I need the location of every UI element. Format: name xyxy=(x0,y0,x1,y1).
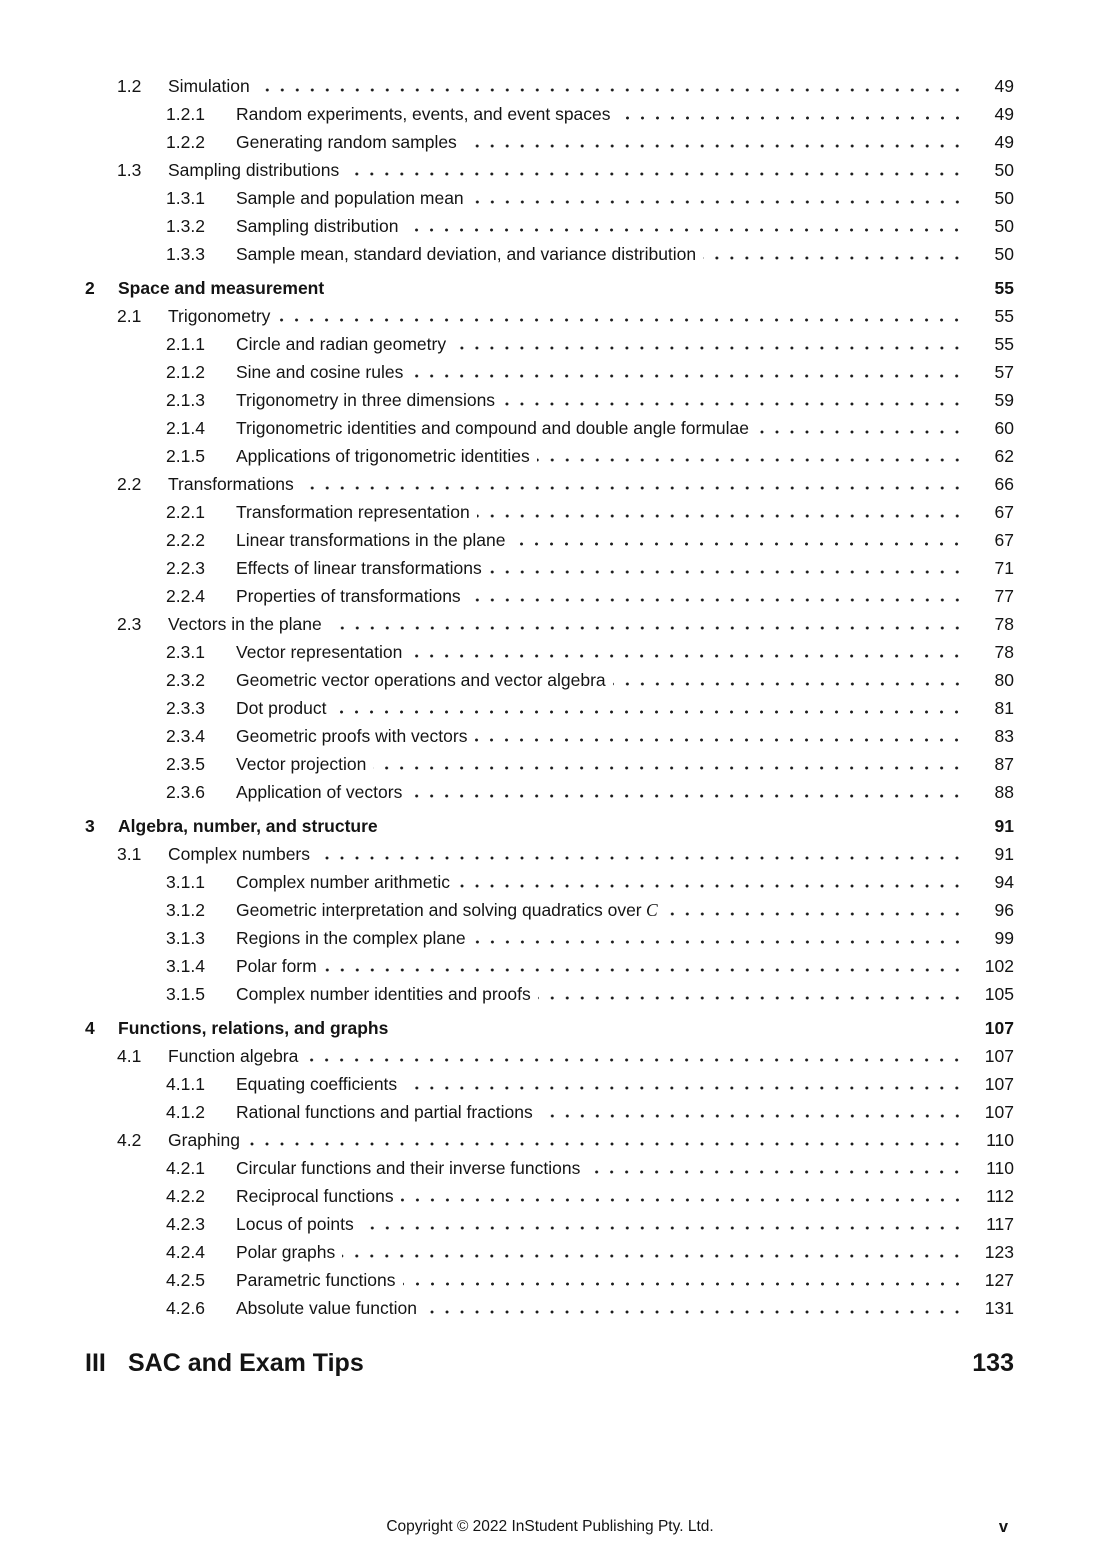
entry-page: 78 xyxy=(994,642,1014,662)
entry-title: Linear transformations in the plane xyxy=(236,530,506,550)
toc-row xyxy=(85,526,1014,554)
entry-page: 50 xyxy=(994,160,1014,180)
entry-title: Graphing xyxy=(168,1130,240,1150)
entry-title: Random experiments, events, and event spaces xyxy=(236,104,611,124)
entry-number: 4.2.2 xyxy=(166,1186,205,1206)
dot-leader xyxy=(468,598,970,602)
toc-row xyxy=(85,1294,1014,1322)
entry-title: Dot product xyxy=(236,698,327,718)
dot-leader xyxy=(404,1086,970,1090)
entry-number: 1.3.2 xyxy=(166,216,205,236)
entry-number: 4.2 xyxy=(117,1130,142,1150)
entry-number: 2.1.5 xyxy=(166,446,205,466)
entry-page: 94 xyxy=(994,872,1014,892)
entry-page: 110 xyxy=(986,1130,1014,1150)
dot-leader xyxy=(756,430,970,434)
toc-row xyxy=(85,358,1014,386)
entry-number: 2.2.2 xyxy=(166,530,205,550)
entry-title: Generating random samples xyxy=(236,132,457,152)
entry-page: 78 xyxy=(994,614,1014,634)
dot-leader xyxy=(618,116,970,120)
dot-leader xyxy=(540,1114,970,1118)
entry-page: 50 xyxy=(994,188,1014,208)
entry-page: 105 xyxy=(984,984,1014,1004)
entry-title: Trigonometric identities and compound and double angle formulae xyxy=(236,418,750,438)
entry-number: 4.1 xyxy=(117,1046,142,1066)
toc-row xyxy=(85,554,1014,582)
entry-title: Circular functions and their inverse functions xyxy=(236,1158,581,1178)
entry-page: 102 xyxy=(984,956,1014,976)
entry-number: 4.2.1 xyxy=(166,1158,205,1178)
table-of-contents xyxy=(85,72,1014,1380)
dot-leader xyxy=(410,374,970,378)
toc-row xyxy=(85,980,1014,1008)
entry-title: Simulation xyxy=(168,76,250,96)
entry-title: Geometric vector operations and vector algebra xyxy=(236,670,606,690)
entry-number: 4.2.3 xyxy=(166,1214,205,1234)
entry-number: 2.2.1 xyxy=(166,502,205,522)
entry-title: Circle and radian geometry xyxy=(236,334,447,354)
entry-number: 1.2.1 xyxy=(166,104,205,124)
entry-title-italic: C xyxy=(641,900,658,920)
entry-page: 57 xyxy=(994,362,1014,382)
entry-number: 2 xyxy=(85,278,95,298)
entry-number: 2.1.2 xyxy=(166,362,205,382)
entry-number: 1.2 xyxy=(117,76,142,96)
toc-row xyxy=(85,666,1014,694)
toc-row xyxy=(85,100,1014,128)
toc-row xyxy=(85,1266,1014,1294)
toc-row xyxy=(85,1210,1014,1238)
entry-page: 133 xyxy=(972,1349,1014,1377)
toc-row xyxy=(85,1098,1014,1126)
entry-title: Effects of linear transformations xyxy=(236,558,482,578)
dot-leader xyxy=(395,1030,970,1034)
dot-leader xyxy=(502,402,970,406)
dot-leader xyxy=(331,290,970,294)
entry-title: Complex number arithmetic xyxy=(236,872,450,892)
dot-leader xyxy=(301,486,970,490)
entry-number: 2.3.5 xyxy=(166,754,205,774)
dot-leader xyxy=(409,794,970,798)
toc-row xyxy=(85,1070,1014,1098)
entry-number: 2.1 xyxy=(117,306,142,326)
entry-number: 2.3.4 xyxy=(166,726,205,746)
entry-number: 3.1 xyxy=(117,844,142,864)
toc-row xyxy=(85,184,1014,212)
toc-row xyxy=(85,442,1014,470)
dot-leader xyxy=(342,1254,970,1258)
entry-page: 49 xyxy=(994,132,1014,152)
toc-row xyxy=(85,240,1014,268)
entry-title: Trigonometry xyxy=(168,306,271,326)
dot-leader xyxy=(613,682,970,686)
toc-row xyxy=(85,386,1014,414)
dot-leader xyxy=(587,1170,970,1174)
entry-page: 91 xyxy=(994,844,1014,864)
entry-number: 4.2.4 xyxy=(166,1242,205,1262)
entry-page: 50 xyxy=(994,244,1014,264)
entry-title: Properties of transformations xyxy=(236,586,461,606)
entry-number: 4.1.2 xyxy=(166,1102,205,1122)
dot-leader xyxy=(471,200,970,204)
toc-row xyxy=(85,414,1014,442)
entry-page: 81 xyxy=(994,698,1014,718)
entry-page: 77 xyxy=(994,586,1014,606)
entry-number: 4.2.6 xyxy=(166,1298,205,1318)
entry-title: Applications of trigonometric identities xyxy=(236,446,530,466)
dot-leader xyxy=(247,1142,970,1146)
entry-number: 2.3.6 xyxy=(166,782,205,802)
entry-number: 2.2.3 xyxy=(166,558,205,578)
toc-row xyxy=(85,302,1014,330)
entry-page: 62 xyxy=(994,446,1014,466)
toc-row xyxy=(85,128,1014,156)
toc-row xyxy=(85,1182,1014,1210)
entry-page: 71 xyxy=(994,558,1014,578)
page-number-label: v xyxy=(998,1518,1008,1536)
dot-leader xyxy=(401,1198,970,1202)
toc-row xyxy=(85,638,1014,666)
dot-leader xyxy=(665,912,970,916)
toc-row xyxy=(85,498,1014,526)
entry-number: 2.3.1 xyxy=(166,642,205,662)
dot-leader xyxy=(477,514,970,518)
toc-row xyxy=(85,896,1014,924)
entry-number: 2.3.2 xyxy=(166,670,205,690)
dot-leader xyxy=(473,940,970,944)
entry-page: 83 xyxy=(994,726,1014,746)
toc-row xyxy=(85,750,1014,778)
entry-title: Vectors in the plane xyxy=(168,614,322,634)
entry-number: 2.1.3 xyxy=(166,390,205,410)
entry-title: Regions in the complex plane xyxy=(236,928,466,948)
entry-page: 96 xyxy=(994,900,1014,920)
dot-leader xyxy=(537,458,970,462)
entry-page: 55 xyxy=(994,278,1014,298)
entry-title: Locus of points xyxy=(236,1214,354,1234)
toc-row xyxy=(85,812,1014,840)
entry-number: 2.1.4 xyxy=(166,418,205,438)
entry-number: 2.3 xyxy=(117,614,142,634)
toc-row xyxy=(85,868,1014,896)
entry-title: Sampling distribution xyxy=(236,216,399,236)
entry-page: 60 xyxy=(994,418,1014,438)
entry-title: Function algebra xyxy=(168,1046,299,1066)
dot-leader xyxy=(453,346,970,350)
entry-page: 127 xyxy=(984,1270,1014,1290)
dot-leader xyxy=(257,88,970,92)
entry-page: 49 xyxy=(994,104,1014,124)
entry-number: 3.1.3 xyxy=(166,928,205,948)
dot-leader xyxy=(317,856,970,860)
entry-number: 3.1.1 xyxy=(166,872,205,892)
entry-title: Functions, relations, and graphs xyxy=(118,1018,389,1038)
dot-leader xyxy=(703,256,970,260)
copyright-text: Copyright © 2022 InStudent Publishing Pty. Ltd. xyxy=(386,1518,714,1535)
toc-row xyxy=(85,470,1014,498)
entry-title: Vector representation xyxy=(236,642,403,662)
toc-row xyxy=(85,1014,1014,1042)
toc-row xyxy=(85,840,1014,868)
entry-title: Application of vectors xyxy=(236,782,403,802)
entry-page: 91 xyxy=(994,816,1014,836)
dot-leader xyxy=(385,828,970,832)
entry-number: 2.1.1 xyxy=(166,334,205,354)
entry-title: Rational functions and partial fractions xyxy=(236,1102,533,1122)
entry-number: 2.2 xyxy=(117,474,142,494)
dot-leader xyxy=(329,626,970,630)
toc-row xyxy=(85,156,1014,184)
entry-title: Sampling distributions xyxy=(168,160,340,180)
footer xyxy=(0,1518,1100,1540)
entry-number: 3.1.5 xyxy=(166,984,205,1004)
entry-number: 3 xyxy=(85,816,95,836)
entry-number: 3.1.2 xyxy=(166,900,205,920)
entry-number: 4.1.1 xyxy=(166,1074,205,1094)
entry-title: Reciprocal functions xyxy=(236,1186,394,1206)
entry-title: Complex numbers xyxy=(168,844,310,864)
entry-page: 50 xyxy=(994,216,1014,236)
dot-leader xyxy=(512,542,970,546)
dot-leader xyxy=(424,1310,970,1314)
dot-leader xyxy=(489,570,970,574)
entry-page: 66 xyxy=(994,474,1014,494)
entry-title: Complex number identities and proofs xyxy=(236,984,531,1004)
entry-page: 67 xyxy=(994,530,1014,550)
entry-title: Geometric interpretation and solving quadratics over C xyxy=(236,900,658,920)
entry-title: Sine and cosine rules xyxy=(236,362,404,382)
dot-leader xyxy=(333,710,970,714)
entry-title: Geometric proofs with vectors xyxy=(236,726,468,746)
entry-page: 107 xyxy=(984,1074,1014,1094)
toc-row xyxy=(85,694,1014,722)
entry-number: 1.2.2 xyxy=(166,132,205,152)
dot-leader xyxy=(346,172,970,176)
entry-page: 112 xyxy=(986,1186,1014,1206)
dot-leader xyxy=(373,766,970,770)
entry-title: SAC and Exam Tips xyxy=(128,1349,364,1377)
entry-page: 131 xyxy=(984,1298,1014,1318)
entry-number: III xyxy=(85,1349,106,1377)
toc-row xyxy=(85,1238,1014,1266)
dot-leader xyxy=(277,318,970,322)
entry-title: Parametric functions xyxy=(236,1270,396,1290)
entry-number: 1.3 xyxy=(117,160,142,180)
entry-number: 3.1.4 xyxy=(166,956,205,976)
toc-row xyxy=(85,610,1014,638)
toc-row xyxy=(85,924,1014,952)
dot-leader xyxy=(409,654,970,658)
toc-row xyxy=(85,582,1014,610)
entry-page: 88 xyxy=(994,782,1014,802)
entry-page: 67 xyxy=(994,502,1014,522)
dot-leader xyxy=(361,1226,970,1230)
dot-leader xyxy=(464,144,970,148)
entry-title: Absolute value function xyxy=(236,1298,417,1318)
entry-title: Sample mean, standard deviation, and variance distribution xyxy=(236,244,697,264)
dot-leader xyxy=(403,1282,970,1286)
dot-leader xyxy=(538,996,970,1000)
entry-number: 2.2.4 xyxy=(166,586,205,606)
entry-title: Vector projection xyxy=(236,754,367,774)
entry-page: 87 xyxy=(994,754,1014,774)
entry-title: Space and measurement xyxy=(118,278,325,298)
entry-title: Transformation representation xyxy=(236,502,470,522)
toc-row xyxy=(85,1154,1014,1182)
entry-page: 80 xyxy=(994,670,1014,690)
entry-page: 107 xyxy=(984,1018,1014,1038)
entry-page: 59 xyxy=(994,390,1014,410)
entry-title: Algebra, number, and structure xyxy=(118,816,378,836)
toc-row xyxy=(85,212,1014,240)
dot-leader xyxy=(324,968,970,972)
toc-row xyxy=(85,274,1014,302)
toc-row xyxy=(85,722,1014,750)
toc-row xyxy=(85,778,1014,806)
entry-title: Sample and population mean xyxy=(236,188,464,208)
entry-number: 4.2.5 xyxy=(166,1270,205,1290)
entry-number: 4 xyxy=(85,1018,95,1038)
entry-title: Equating coefficients xyxy=(236,1074,398,1094)
entry-number: 2.3.3 xyxy=(166,698,205,718)
entry-page: 117 xyxy=(986,1214,1014,1234)
entry-number: 1.3.1 xyxy=(166,188,205,208)
toc-row xyxy=(85,330,1014,358)
entry-title: Polar form xyxy=(236,956,317,976)
dot-leader xyxy=(371,1367,965,1371)
entry-page: 107 xyxy=(984,1102,1014,1122)
entry-page: 49 xyxy=(994,76,1014,96)
toc-row xyxy=(85,72,1014,100)
part-heading-row xyxy=(85,1346,1014,1380)
dot-leader xyxy=(457,884,970,888)
entry-title: Trigonometry in three dimensions xyxy=(236,390,496,410)
entry-page: 55 xyxy=(994,334,1014,354)
entry-page: 123 xyxy=(984,1242,1014,1262)
entry-title: Transformations xyxy=(168,474,294,494)
entry-page: 55 xyxy=(994,306,1014,326)
toc-row xyxy=(85,952,1014,980)
entry-page: 99 xyxy=(994,928,1014,948)
entry-page: 107 xyxy=(984,1046,1014,1066)
dot-leader xyxy=(305,1058,970,1062)
entry-number: 1.3.3 xyxy=(166,244,205,264)
entry-page: 110 xyxy=(986,1158,1014,1178)
entry-title: Polar graphs xyxy=(236,1242,336,1262)
toc-row xyxy=(85,1126,1014,1154)
dot-leader xyxy=(474,738,970,742)
toc-row xyxy=(85,1042,1014,1070)
dot-leader xyxy=(405,228,970,232)
